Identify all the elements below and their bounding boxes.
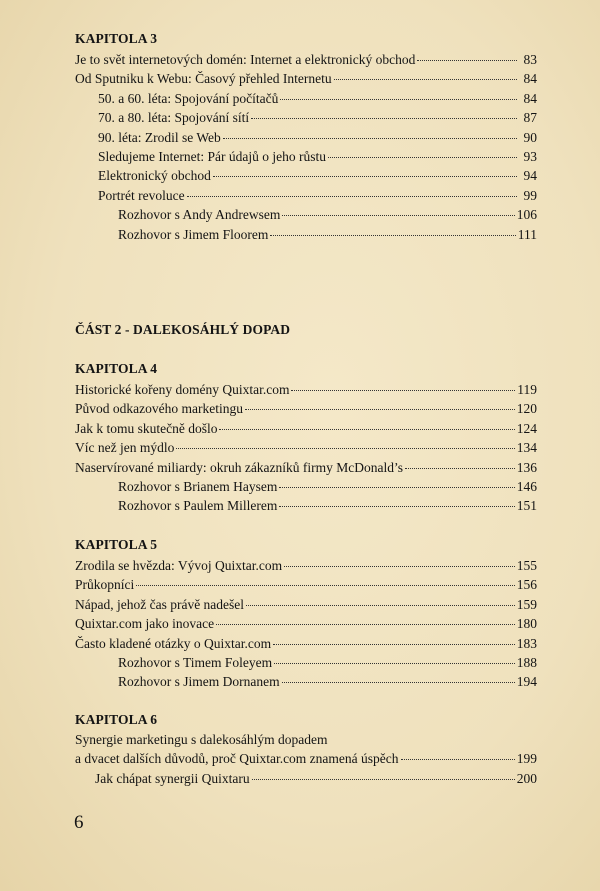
toc-entry xyxy=(75,419,537,438)
toc-entry-title: Rozhovor s Andy Andrewsem xyxy=(118,207,281,223)
chapter-4-section xyxy=(75,360,537,516)
toc-entry-title: Sledujeme Internet: Pár údajů o jeho růstu xyxy=(98,149,326,165)
toc-page-number: 111 xyxy=(517,226,537,242)
chapter-heading: KAPITOLA 6 xyxy=(75,712,158,727)
toc-page-number: 93 xyxy=(523,149,537,165)
toc-page-number: 94 xyxy=(523,168,537,184)
toc-entry-title-line2: a dvacet dalších důvodů, proč Quixtar.com znamená úspěch xyxy=(75,751,399,767)
toc-entry-title: Zrodila se hvězda: Vývoj Quixtar.com xyxy=(75,558,283,573)
toc-entry-title: Často kladené otázky o Quixtar.com xyxy=(75,635,272,651)
toc-page-number: 83 xyxy=(523,52,537,67)
toc-page-number: 194 xyxy=(516,674,537,690)
toc-entry xyxy=(75,496,537,515)
toc-entry xyxy=(75,147,537,166)
dot-leader xyxy=(136,585,515,586)
dot-leader xyxy=(176,448,514,449)
toc-entry xyxy=(75,128,537,147)
dot-leader xyxy=(216,624,515,625)
dot-leader xyxy=(334,79,517,80)
dot-leader xyxy=(213,176,517,177)
toc-entry-title-line1: Synergie marketingu s dalekosáhlým dopadem xyxy=(75,732,328,747)
toc-entry-title: 90. léta: Zrodil se Web xyxy=(98,129,221,145)
toc-page-number: 183 xyxy=(516,635,537,651)
dot-leader xyxy=(223,138,517,139)
dot-leader xyxy=(246,605,515,606)
toc-page-number: 84 xyxy=(523,71,537,87)
toc-entry-title: Elektronický obchod xyxy=(98,168,211,184)
toc-entry xyxy=(75,186,537,205)
dot-leader xyxy=(401,759,515,760)
toc-entry-title: Quixtar.com jako inovace xyxy=(75,616,215,632)
toc-entry-title: 70. a 80. léta: Spojování sítí xyxy=(98,110,250,126)
dot-leader xyxy=(280,99,517,100)
toc-entry xyxy=(75,614,537,633)
toc-entry-title: Jak k tomu skutečně došlo xyxy=(75,420,218,436)
toc-entry-title: Portrét revoluce xyxy=(98,187,185,203)
dot-leader xyxy=(282,682,515,683)
toc-entry xyxy=(75,166,537,185)
dot-leader xyxy=(219,429,514,430)
dot-leader xyxy=(245,409,515,410)
chapter-3-section xyxy=(75,30,537,244)
toc-entry-title: Nápad, jehož čas právě nadešel xyxy=(75,596,245,612)
toc-entry xyxy=(75,730,537,769)
toc-entry xyxy=(75,89,537,108)
toc-entry xyxy=(75,653,537,672)
toc-entry xyxy=(75,50,537,69)
toc-entry xyxy=(75,205,537,224)
chapter-heading: KAPITOLA 4 xyxy=(75,361,158,376)
toc-entry xyxy=(75,399,537,418)
toc-page-number: 99 xyxy=(523,187,537,203)
toc-entry-title: Rozhovor s Jimem Floorem xyxy=(118,226,269,242)
toc-page-number: 199 xyxy=(516,751,537,767)
dot-leader xyxy=(328,157,517,158)
toc-entry xyxy=(75,458,537,477)
dot-leader xyxy=(270,235,515,236)
toc-page-number: 159 xyxy=(516,596,537,612)
dot-leader xyxy=(187,196,517,197)
toc-entry xyxy=(75,634,537,653)
toc-page-number: 106 xyxy=(516,207,537,223)
dot-leader xyxy=(251,118,517,119)
dot-leader xyxy=(252,779,515,780)
dot-leader xyxy=(273,644,515,645)
dot-leader xyxy=(279,506,514,507)
toc-page-number: 134 xyxy=(516,440,537,456)
toc-entry xyxy=(75,477,537,496)
toc-entry-title: Od Sputniku k Webu: Časový přehled Internetu xyxy=(75,71,332,87)
toc-page-number: 120 xyxy=(516,401,537,417)
dot-leader xyxy=(417,60,517,61)
dot-leader xyxy=(279,487,514,488)
toc-entry xyxy=(75,438,537,457)
toc-page-number: 84 xyxy=(523,90,537,106)
dot-leader xyxy=(284,566,515,567)
toc-page-number: 180 xyxy=(516,616,537,632)
toc-page-number: 188 xyxy=(516,655,537,671)
toc-entry xyxy=(75,575,537,594)
toc-entry-title: Rozhovor s Brianem Haysem xyxy=(118,479,278,495)
toc-entry-title: Víc než jen mýdlo xyxy=(75,440,175,456)
toc-entry-title: Naservírované miliardy: okruh zákazníků firmy McDonald’s xyxy=(75,459,404,475)
chapter-heading: KAPITOLA 3 xyxy=(75,31,158,46)
toc-entry xyxy=(75,225,537,244)
toc-entry-title: Rozhovor s Paulem Millerem xyxy=(118,498,278,514)
toc-entry-title: Průkopníci xyxy=(75,577,135,593)
toc-page-number: 146 xyxy=(516,479,537,495)
dot-leader xyxy=(405,468,515,469)
chapter-6-section xyxy=(75,711,537,788)
toc-entry xyxy=(75,769,537,788)
dot-leader xyxy=(274,663,515,664)
toc-entry xyxy=(75,380,537,399)
dot-leader xyxy=(291,390,515,391)
toc-entry-title: 50. a 60. léta: Spojování počítačů xyxy=(98,90,279,106)
toc-page-number: 151 xyxy=(516,498,537,514)
toc-entry-title-line2-row xyxy=(75,749,537,768)
toc-page-number: 156 xyxy=(516,577,537,593)
dot-leader xyxy=(282,215,514,216)
toc-entry-title: Historické kořeny domény Quixtar.com xyxy=(75,382,290,397)
toc-page-number: 155 xyxy=(516,558,537,573)
toc-entry xyxy=(75,556,537,575)
chapter-5-section xyxy=(75,536,537,692)
toc-page-number: 87 xyxy=(523,110,537,126)
toc-entry-title: Původ odkazového marketingu xyxy=(75,401,243,417)
toc-entry-title: Jak chápat synergii Quixtaru xyxy=(95,770,250,786)
toc-page-number: 124 xyxy=(516,420,537,436)
toc-entry xyxy=(75,108,537,127)
toc-page-number: 136 xyxy=(516,459,537,475)
toc-entry xyxy=(75,672,537,691)
toc-entry-title: Rozhovor s Timem Foleyem xyxy=(118,655,273,671)
toc-page-number: 90 xyxy=(523,129,537,145)
toc-entry xyxy=(75,69,537,88)
page-number: 6 xyxy=(74,812,84,833)
chapter-heading: KAPITOLA 5 xyxy=(75,537,158,552)
toc-entry-title: Je to svět internetových domén: Internet a elektronický obchod xyxy=(75,52,416,67)
toc-entry xyxy=(75,595,537,614)
toc-page-number: 200 xyxy=(516,770,537,786)
toc-page-number: 119 xyxy=(517,382,537,397)
part-heading: ČÁST 2 - DALEKOSÁHLÝ DOPAD xyxy=(75,322,291,337)
toc-entry-title: Rozhovor s Jimem Dornanem xyxy=(118,674,280,690)
